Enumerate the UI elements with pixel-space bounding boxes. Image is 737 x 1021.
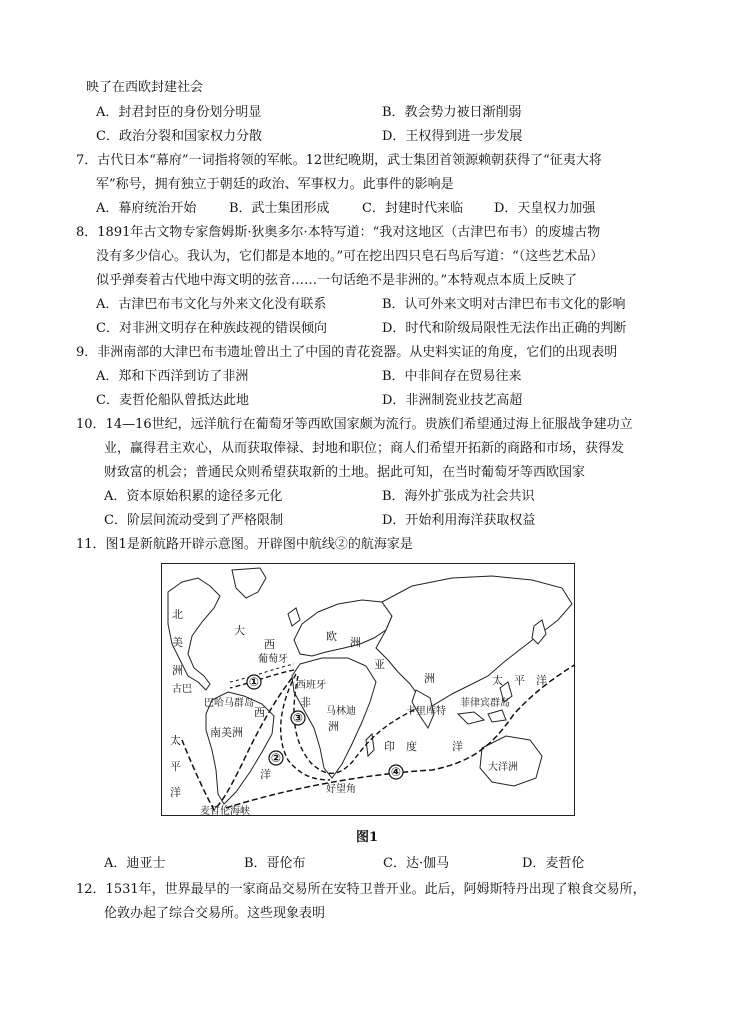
label-cape-good-hope: 好望角 — [326, 784, 356, 795]
q8-option-d: D．时代和阶级局限性无法作出正确的判断 — [382, 321, 627, 336]
label-south-america: 南美洲 — [210, 726, 243, 739]
q7-stem-1: 7．古代日本“幕府”一词指将领的军帐。12世纪晚期，武士集团首领源赖朝获得了“征夷大将 — [76, 153, 602, 168]
label-america-2: 洲 — [172, 664, 183, 677]
label-spain: 西班牙 — [296, 680, 326, 691]
label-philippines: 菲律宾群岛 — [460, 698, 510, 709]
label-ping: 平 — [170, 760, 181, 773]
figure-caption: 图1 — [356, 830, 379, 845]
q7-option-b: B．武士集团形成 — [229, 201, 330, 216]
q10-option-a: A．资本原始积累的途径多元化 — [104, 489, 283, 504]
q8-stem-2: 没有多少信心。我认为，它们都是本地的。”可在挖出四只皂石鸟后写道：“（这些艺术品） — [96, 249, 604, 264]
q8-stem-3: 似乎弹奏着古代地中海文明的弦音……一句话绝不是非洲的。”本特观点本质上反映了 — [96, 273, 578, 288]
label-portugal: 葡萄牙 — [258, 654, 288, 665]
label-pacific: 太 平 洋 — [492, 674, 547, 687]
q9-option-d: D．非洲制瓷业技艺高超 — [382, 393, 523, 408]
map-svg — [162, 564, 575, 816]
route-4-number: ④ — [390, 765, 402, 779]
route-3-number: ③ — [292, 711, 304, 725]
label-europe-zhou: 洲 — [350, 636, 361, 649]
prev-question-tail: 映了在西欧封建社会 — [86, 80, 204, 95]
q9-option-b: B．中非间存在贸易往来 — [382, 369, 522, 384]
label-indian-yang: 洋 — [452, 740, 463, 753]
q9-stem: 9．非洲南部的大津巴布韦遗址曾出土了中国的青花瓷器。从史料实证的角度，它们的出现表明 — [76, 345, 618, 360]
label-north: 北 — [172, 608, 183, 621]
q8-stem-1: 8．1891年古文物专家詹姆斯·狄奥多尔·本特写道：“我对这地区（古津巴布韦）的废墟古物 — [76, 225, 601, 240]
label-xi-atlantic: 西 — [264, 638, 275, 651]
label-magellan-strait: 麦哲伦海峡 — [200, 806, 250, 817]
label-malindi: 马林迪 — [326, 706, 356, 717]
q7-stem-2: 军”称号，拥有独立于朝廷的政治、军事权力。此事件的影响是 — [96, 177, 454, 192]
option-b: B．教会势力被日渐削弱 — [382, 105, 522, 120]
q8-option-c: C．对非洲文明存在种族歧视的错误倾向 — [96, 321, 327, 336]
q7-option-d: D．天皇权力加强 — [494, 201, 596, 216]
route-1-columbus — [230, 670, 294, 688]
route-2-number: ② — [270, 751, 282, 765]
q10-stem-3: 财致富的机会；普通民众则希望获取新的土地。据此可知，在当时葡萄牙等西欧国家 — [104, 465, 586, 480]
option-d: D．王权得到进一步发展 — [382, 129, 523, 144]
label-africa-2: 洲 — [328, 720, 339, 733]
label-calicut: 卡里库特 — [406, 706, 446, 717]
label-africa-1: 非 — [300, 696, 311, 709]
q8-option-b: B．认可外来文明对古津巴布韦文化的影响 — [382, 297, 626, 312]
q7-option-a: A．幕府统治开始 — [96, 201, 197, 216]
q9-option-c: C．麦哲伦船队曾抵达此地 — [96, 393, 249, 408]
label-xi-2: 西 — [254, 706, 265, 719]
q11-option-c: C．达·伽马 — [383, 856, 450, 871]
q10-stem-1: 10．14—16世纪，远洋航行在葡萄牙等西欧国家颇为流行。贵族们希望通过海上征服战争建功立 — [76, 417, 633, 432]
q11-option-d: D．麦哲伦 — [522, 856, 585, 871]
greenland-outline — [232, 568, 266, 598]
q9-option-a: A．郑和下西洋到访了非洲 — [96, 369, 249, 384]
label-yang-atlantic: 洋 — [260, 768, 271, 781]
label-da: 大 — [234, 624, 245, 637]
q10-option-b: B．海外扩张成为社会共识 — [382, 489, 535, 504]
label-cuba: 古巴 — [172, 684, 192, 695]
label-oceania: 大洋洲 — [488, 762, 518, 773]
britain-outline — [288, 608, 300, 626]
q8-option-a: A．古津巴布韦文化与外来文化没有联系 — [96, 297, 327, 312]
label-asia-zhou: 洲 — [424, 672, 435, 685]
label-america-1: 美 — [172, 636, 183, 649]
label-indian: 印 度 — [384, 740, 417, 753]
label-ou: 欧 — [326, 630, 337, 643]
label-yang-pacific: 洋 — [170, 786, 181, 799]
label-bahamas: 巴哈马群岛 — [204, 698, 254, 709]
q12-stem-2: 伦敦办起了综合交易所。这些现象表明 — [104, 906, 326, 921]
option-c: C．政治分裂和国家权力分散 — [96, 129, 262, 144]
q11-option-b: B．哥伦布 — [244, 856, 306, 871]
option-a: A．封君封臣的身份划分明显 — [96, 105, 262, 120]
q10-option-c: C．阶层间流动受到了严格限制 — [104, 513, 283, 528]
q11-stem: 11．图1是新航路开辟示意图。开辟图中航线②的航海家是 — [76, 537, 413, 552]
q12-stem-1: 12．1531年，世界最早的一家商品交易所在安特卫普开业。此后，阿姆斯特丹出现了粮食交易所， — [76, 882, 646, 897]
new-route-map — [161, 563, 575, 816]
route-1-number: ① — [248, 675, 260, 689]
q10-stem-2: 业，赢得君主欢心，从而获取俸禄、封地和职位；商人们希望开拓新的商路和市场，获得发 — [104, 441, 625, 456]
q7-option-c: C．封建时代来临 — [362, 201, 463, 216]
q11-option-a: A．迪亚士 — [104, 856, 166, 871]
q10-option-d: D．开始利用海洋获取权益 — [382, 513, 536, 528]
label-tai: 太 — [170, 734, 181, 747]
label-ya: 亚 — [374, 658, 385, 671]
